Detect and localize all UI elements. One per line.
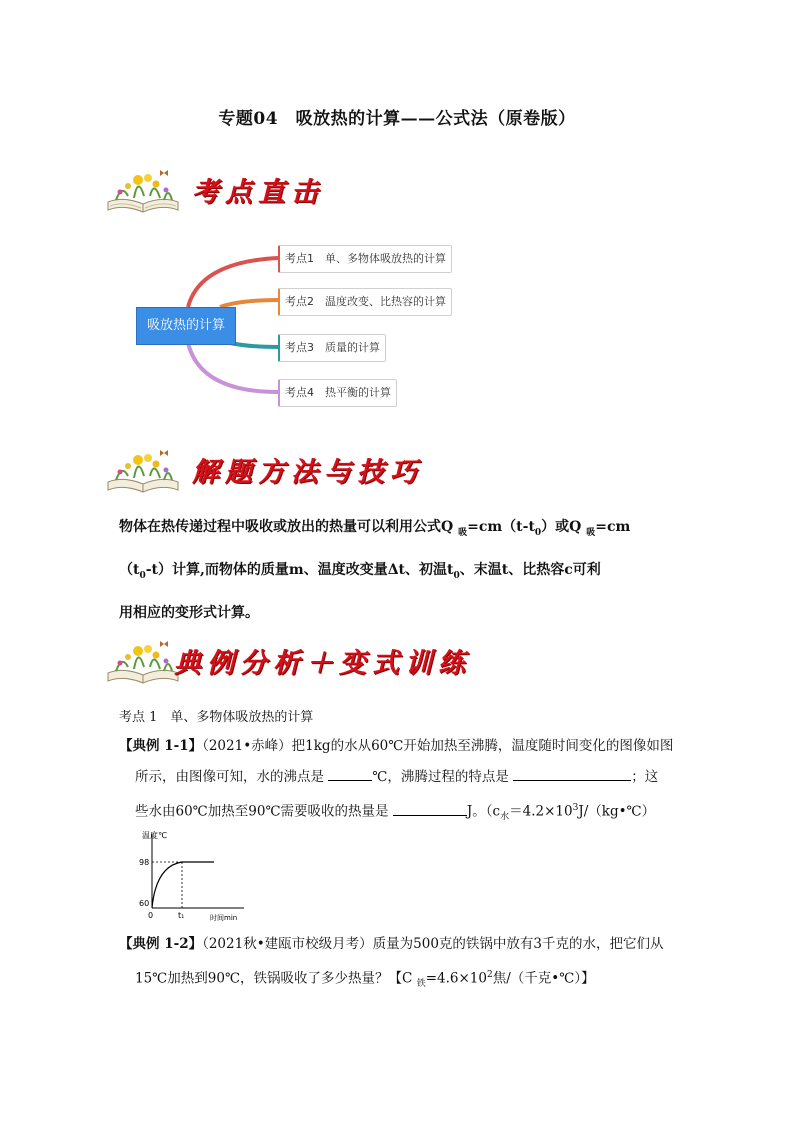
mindmap-node-1: 考点1 单、多物体吸放热的计算 [278,245,452,273]
branch-2 [220,300,278,307]
section-title-1: 考点直击 [192,177,324,208]
book-flowers-icon [104,637,182,685]
x-tick-0: 0 [148,911,154,920]
method-line-1: 物体在热传递过程中吸收或放出的热量可以利用公式Q $_吸=cm(t-t_0)$或Q $_吸$=cm [119,519,631,538]
ex1-line-2: 所示，由图像可知，水的沸点是 ℃，沸腾过程的特点是 ；这 [119,762,689,793]
mindmap-node-2: 考点2 温度改变、比热容的计算 [278,288,452,316]
answer-blank-heat[interactable] [393,801,467,816]
mindmap-branches [0,0,794,420]
mindmap-node-4: 考点4 热平衡的计算 [278,379,397,407]
branch-4 [188,343,278,392]
mindmap-center: 吸放热的计算 [136,307,236,345]
ex2-line-2: 15℃加热到90℃，铁锅吸收了多少热量？【C $_铁=4.6\times 10^2$焦/（千克•℃）】 [135,970,595,990]
method-line-3: 用相应的变形式计算。 [119,604,259,621]
temperature-time-graph [126,826,256,922]
book-flowers-icon [104,446,182,494]
section-title-3: 典例分析＋变式训练 [174,648,471,679]
answer-blank-feature[interactable] [513,766,631,781]
x-axis-label: 时间min [210,914,238,922]
y-tick-98: 98 [139,858,150,867]
kaodian-heading: 考点 1 单、多物体吸放热的计算 [119,710,314,725]
y-axis-label: 温度℃ [142,831,167,840]
section-title-2: 解题方法与技巧 [192,457,423,488]
method-paragraph [119,509,679,632]
ex2-line-1: 【典例 1-2】（2021秋•建瓯市校级月考）质量为500克的铁锅中放有3千克的水，把它们从 [119,936,664,952]
example-1-2 [119,929,689,1000]
ex1-line-1: 【典例 1-1】（2021•赤峰）把1kg的水从60℃开始加热至沸腾，温度随时间变化的图像如图 [119,738,674,754]
method-line-2: $(t_0-t)$计算,而物体的质量m、温度改变量Δt、初温$t_0$、末温t、比热容c可利 [119,561,601,581]
page-title: 专题04 吸放热的计算——公式法（原卷版） [218,109,576,129]
ex1-line-3: 些水由60℃加热至90℃需要吸收的热量是 J。（$c_水=4.2\times 10^3J/(kg•℃)$ [119,793,689,833]
example-1-1 [119,731,689,833]
x-tick-t1: t₁ [178,911,185,920]
y-tick-60: 60 [139,899,150,908]
heating-curve [152,862,182,908]
branch-3 [230,343,278,347]
answer-blank-boiling-point[interactable] [328,766,372,781]
mindmap-node-3: 考点3 质量的计算 [278,334,386,362]
